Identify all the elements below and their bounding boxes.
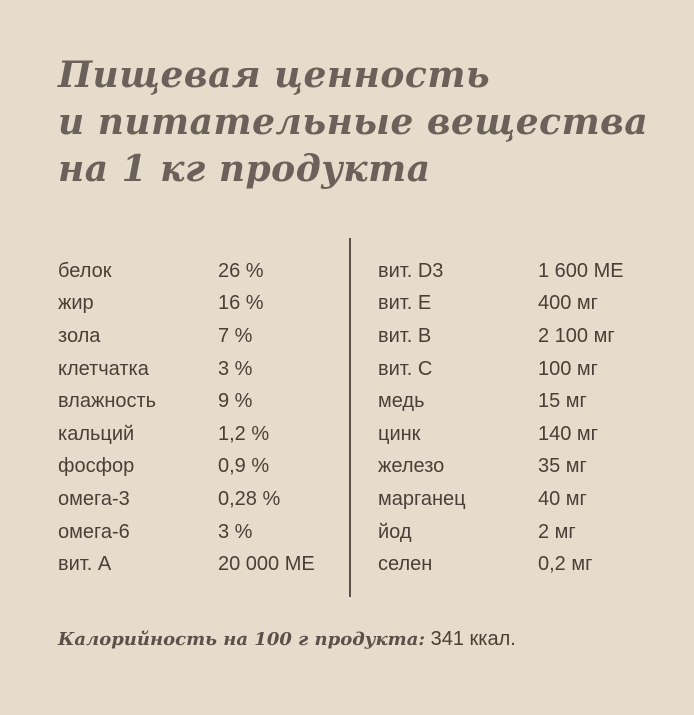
- nutrient-name: вит. С: [378, 357, 433, 380]
- nutrient-name: омега-3: [58, 487, 130, 510]
- nutrient-value: 3 %: [218, 357, 253, 380]
- title-line-2: и питательные вещества: [58, 101, 649, 143]
- nutrient-value: 7 %: [218, 324, 253, 347]
- nutrient-row: [58, 516, 315, 549]
- nutrient-value: 1 600 МЕ: [538, 259, 624, 282]
- nutrient-row: [378, 353, 624, 386]
- nutrient-name: железо: [378, 455, 445, 478]
- nutrient-value: 2 мг: [538, 520, 576, 543]
- nutrient-row: [378, 483, 624, 516]
- nutrient-name: клетчатка: [58, 357, 149, 380]
- nutrient-row: [58, 288, 315, 321]
- nutrient-name: зола: [58, 324, 101, 347]
- nutrient-value: 40 мг: [538, 487, 587, 510]
- calories-label: Калорийность на 100 г продукта:: [58, 629, 426, 650]
- nutrient-row: [378, 288, 624, 321]
- nutrient-row: [378, 418, 624, 451]
- nutrient-value: 1,2 %: [218, 422, 270, 445]
- nutrient-name: йод: [378, 520, 412, 543]
- nutrient-row: [58, 385, 315, 418]
- nutrient-value: 100 мг: [538, 357, 598, 380]
- nutrient-value: 15 мг: [538, 390, 587, 413]
- nutrient-row: [58, 418, 315, 451]
- title-line-3: на 1 кг продукта: [58, 148, 431, 190]
- nutrient-name: кальций: [58, 422, 135, 445]
- nutrient-name: вит. А: [58, 553, 112, 576]
- nutrient-name: белок: [58, 259, 112, 282]
- nutrient-row: [378, 255, 624, 288]
- nutrient-value: 140 мг: [538, 422, 598, 445]
- nutrient-row: [58, 483, 315, 516]
- nutrient-name: медь: [378, 390, 425, 413]
- nutrient-name: омега-6: [58, 520, 130, 543]
- nutrient-name: марганец: [378, 487, 466, 510]
- nutrient-name: цинк: [378, 422, 421, 445]
- nutrient-value: 2 100 мг: [538, 324, 615, 347]
- nutrient-name: фосфор: [58, 455, 135, 478]
- nutrient-value: 20 000 МЕ: [218, 553, 315, 576]
- column-divider: [349, 238, 351, 597]
- nutrient-value: 0,9 %: [218, 455, 270, 478]
- nutrient-row: [58, 320, 315, 353]
- nutrient-name: селен: [378, 553, 433, 576]
- calories-value: 341 ккал.: [430, 628, 516, 650]
- nutrient-value: 35 мг: [538, 455, 587, 478]
- nutrient-value: 0,2 мг: [538, 553, 593, 576]
- nutrient-name: жир: [58, 292, 94, 315]
- nutrients-table-right: [378, 255, 624, 581]
- nutrient-row: [378, 320, 624, 353]
- nutrient-value: 16 %: [218, 292, 264, 315]
- nutrient-row: [58, 255, 315, 288]
- nutrient-name: вит. В: [378, 324, 432, 347]
- nutrient-value: 26 %: [218, 259, 264, 282]
- nutrient-row: [58, 548, 315, 581]
- nutrient-name: вит. D3: [378, 259, 444, 282]
- nutrient-row: [378, 548, 624, 581]
- nutrient-name: влажность: [58, 390, 157, 413]
- nutrient-row: [378, 451, 624, 484]
- calories-line: [58, 628, 516, 651]
- nutrient-row: [58, 353, 315, 386]
- nutrient-row: [378, 385, 624, 418]
- nutrient-value: 0,28 %: [218, 487, 281, 510]
- nutrient-row: [58, 451, 315, 484]
- nutrient-name: вит. Е: [378, 292, 432, 315]
- nutrient-value: 3 %: [218, 520, 253, 543]
- title-line-1: Пищевая ценность: [58, 54, 491, 96]
- nutrient-row: [378, 516, 624, 549]
- page-title: [58, 52, 648, 193]
- nutrients-table-left: [58, 255, 315, 581]
- nutrient-value: 400 мг: [538, 292, 598, 315]
- nutrient-value: 9 %: [218, 390, 253, 413]
